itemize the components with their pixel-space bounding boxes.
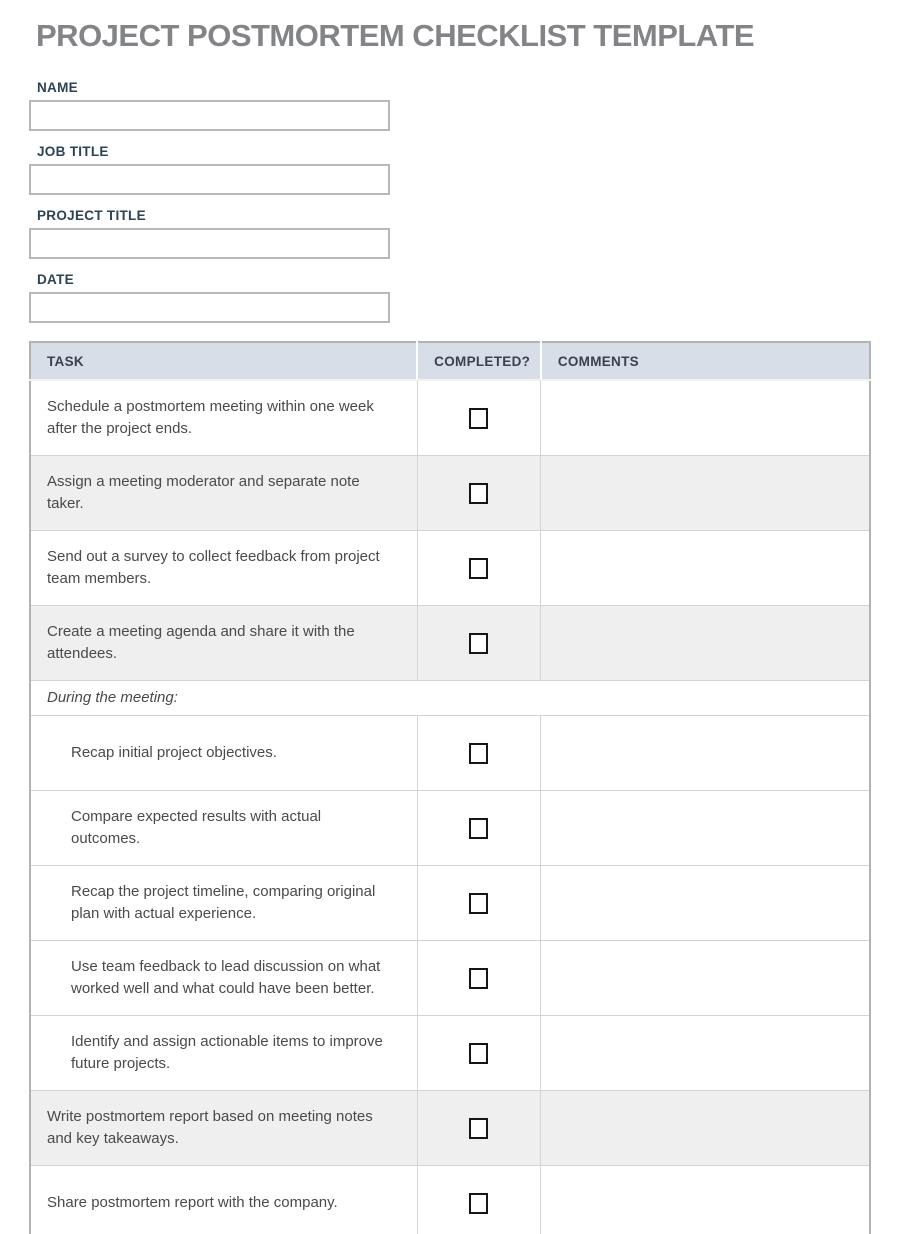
completed-checkbox[interactable] — [469, 1193, 488, 1214]
completed-checkbox[interactable] — [469, 818, 488, 839]
project-title-input[interactable] — [29, 228, 390, 259]
field-name — [29, 80, 871, 131]
completed-checkbox[interactable] — [469, 968, 488, 989]
comment-cell[interactable] — [541, 716, 870, 791]
completed-checkbox[interactable] — [469, 1043, 488, 1064]
table-row — [30, 1166, 870, 1234]
comment-cell[interactable] — [541, 531, 870, 606]
project-title-label: PROJECT TITLE — [37, 208, 146, 223]
field-date — [29, 272, 871, 323]
date-label: DATE — [37, 272, 74, 287]
completed-checkbox[interactable] — [469, 633, 488, 654]
completed-checkbox[interactable] — [469, 483, 488, 504]
table-row — [30, 791, 870, 866]
table-row — [30, 866, 870, 941]
task-text: Send out a survey to collect feedback from project team members. — [30, 531, 417, 606]
table-row — [30, 1016, 870, 1091]
completed-checkbox[interactable] — [469, 558, 488, 579]
comment-cell[interactable] — [541, 1166, 870, 1234]
comment-cell[interactable] — [541, 866, 870, 941]
job-title-input[interactable] — [29, 164, 390, 195]
field-project-title — [29, 208, 871, 259]
comment-cell[interactable] — [541, 941, 870, 1016]
task-text: Recap the project timeline, comparing original plan with actual experience. — [30, 866, 417, 941]
column-header-comments: COMMENTS — [541, 342, 870, 380]
task-text: Create a meeting agenda and share it with the attendees. — [30, 606, 417, 681]
comment-cell[interactable] — [541, 791, 870, 866]
completed-checkbox[interactable] — [469, 743, 488, 764]
task-text: Recap initial project objectives. — [30, 716, 417, 791]
name-input[interactable] — [29, 100, 390, 131]
task-text: Compare expected results with actual outcomes. — [30, 791, 417, 866]
task-text: Schedule a postmortem meeting within one week after the project ends. — [30, 380, 417, 456]
comment-cell[interactable] — [541, 1091, 870, 1166]
completed-checkbox[interactable] — [469, 1118, 488, 1139]
completed-checkbox[interactable] — [469, 893, 488, 914]
section-label: During the meeting: — [30, 681, 870, 716]
job-title-label: JOB TITLE — [37, 144, 109, 159]
task-text: Share postmortem report with the company. — [30, 1166, 417, 1234]
column-header-completed: COMPLETED? — [417, 342, 541, 380]
page-title: PROJECT POSTMORTEM CHECKLIST TEMPLATE — [36, 18, 755, 53]
completed-checkbox[interactable] — [469, 408, 488, 429]
task-text: Identify and assign actionable items to improve future projects. — [30, 1016, 417, 1091]
comment-cell[interactable] — [541, 380, 870, 456]
table-header-row — [30, 342, 870, 380]
field-job-title — [29, 144, 871, 195]
comment-cell[interactable] — [541, 1016, 870, 1091]
table-row — [30, 716, 870, 791]
task-text: Use team feedback to lead discussion on what worked well and what could have been better. — [30, 941, 417, 1016]
task-text: Assign a meeting moderator and separate note taker. — [30, 456, 417, 531]
comment-cell[interactable] — [541, 606, 870, 681]
table-row — [30, 531, 870, 606]
task-text: Write postmortem report based on meeting notes and key takeaways. — [30, 1091, 417, 1166]
comment-cell[interactable] — [541, 456, 870, 531]
date-input[interactable] — [29, 292, 390, 323]
name-label: NAME — [37, 80, 78, 95]
column-header-task: TASK — [30, 342, 417, 380]
table-row — [30, 380, 870, 456]
section-divider-row — [30, 681, 870, 716]
table-row — [30, 456, 870, 531]
table-row — [30, 1091, 870, 1166]
checklist-table — [29, 341, 871, 1234]
table-row — [30, 941, 870, 1016]
table-row — [30, 606, 870, 681]
